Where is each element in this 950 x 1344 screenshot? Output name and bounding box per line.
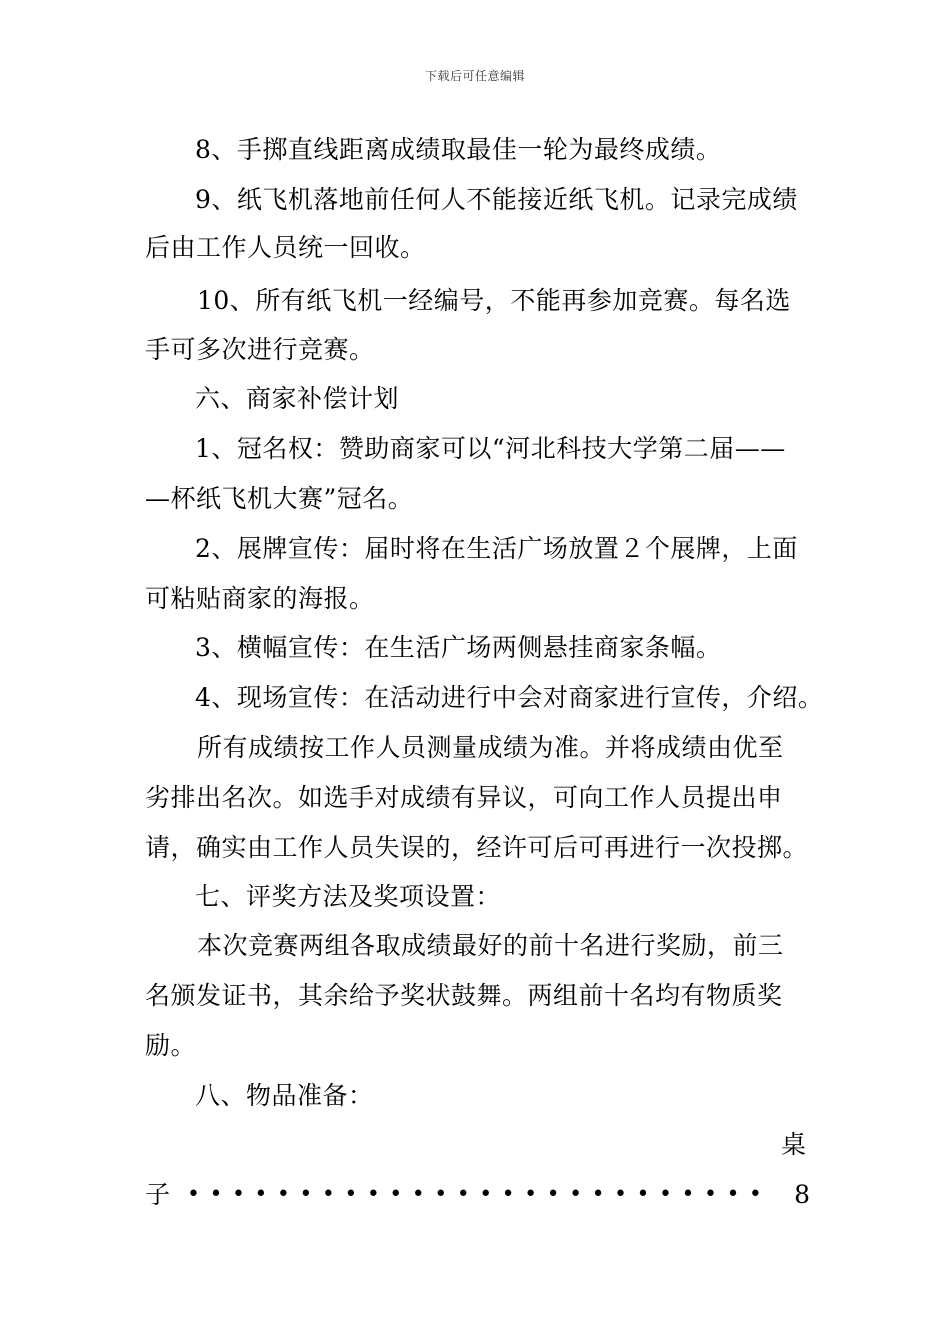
paragraph-line: 本次竞赛两组各取成绩最好的前十名进行奖励，前三 [197, 931, 784, 960]
item-leader-line [145, 1180, 810, 1210]
section-heading: 八、物品准备： [195, 1081, 374, 1110]
section-heading: 七、评奖方法及奖项设置： [195, 882, 502, 911]
paragraph-line: 3、横幅宣传：在生活广场两侧悬挂商家条幅。 [195, 633, 722, 662]
paragraph-line: 名颁发证书，其余给予奖状鼓舞。两组前十名均有物质奖 [145, 981, 783, 1010]
paragraph-line: 手可多次进行竞赛。 [145, 335, 375, 364]
page-header-note: 下载后可任意编辑 [424, 69, 525, 83]
paragraph-line: 1、冠名权：赞助商家可以“河北科技大学第二届—— [195, 434, 786, 463]
paragraph-line: 10、所有纸飞机一经编号，不能再参加竞赛。每名选 [197, 286, 791, 315]
paragraph-line: 劣排出名次。如选手对成绩有异议，可向工作人员提出申 [145, 783, 783, 812]
paragraph-line: 请，确实由工作人员失误的，经许可后可再进行一次投掷。 [145, 833, 809, 862]
paragraph-line: 可粘贴商家的海报。 [145, 584, 375, 613]
item-quantity: 8 [794, 1180, 810, 1209]
paragraph-line: 励。 [145, 1031, 197, 1060]
paragraph-line: —杯纸飞机大赛”冠名。 [145, 484, 414, 513]
paragraph-line: 9、纸飞机落地前任何人不能接近纸飞机。记录完成绩 [195, 185, 798, 214]
paragraph-line: 所有成绩按工作人员测量成绩为准。并将成绩由优至 [197, 733, 784, 762]
paragraph-line: 8、手掷直线距离成绩取最佳一轮为最终成绩。 [195, 135, 722, 164]
section-heading: 六、商家补偿计划 [195, 384, 400, 413]
item-name-first-char: 桌 [781, 1130, 807, 1159]
paragraph-line: 2、展牌宣传：届时将在生活广场放置２个展牌，上面 [195, 534, 798, 563]
paragraph-line: 后由工作人员统一回收。 [145, 233, 426, 262]
item-name-second-char: 子 [145, 1180, 171, 1209]
paragraph-line: 4、现场宣传：在活动进行中会对商家进行宣传，介绍。 [195, 683, 824, 712]
leader-dots: •••••••••••••••••••••••••• [187, 1182, 772, 1207]
